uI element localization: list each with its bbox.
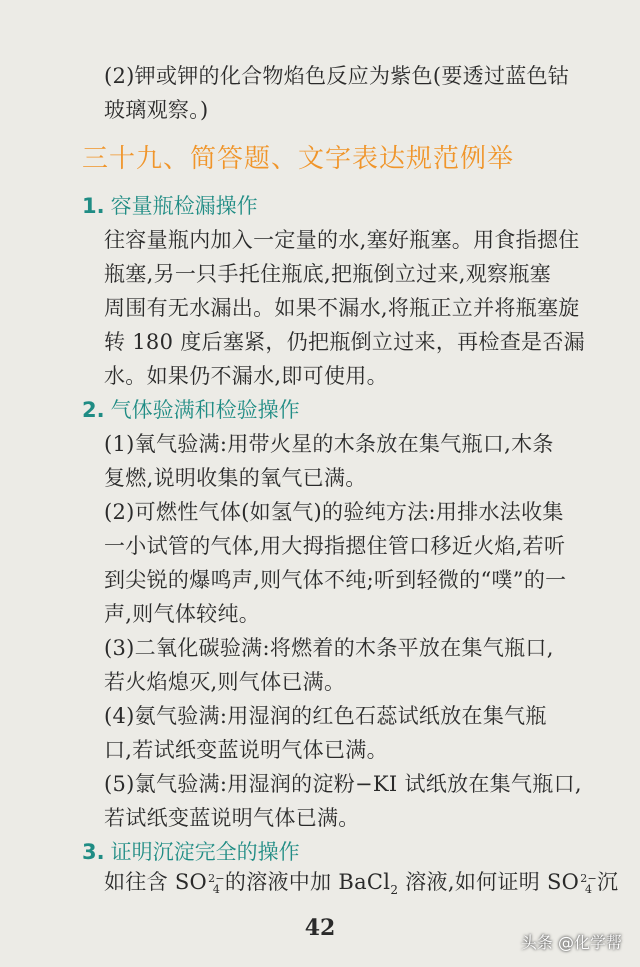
ion-charge <box>580 873 597 895</box>
text-line: 转 180 度后塞紧，仍把瓶倒立过来，再检查是否漏 <box>104 330 585 354</box>
text-line: 若试纸变蓝说明气体已满。 <box>104 806 360 830</box>
subsection-number: 2. <box>82 398 105 422</box>
charge-sup: 2− <box>208 871 225 885</box>
subscript: 2 <box>390 883 399 898</box>
subsection-title: 气体验满和检验操作 <box>110 398 300 422</box>
text-line: 声,则气体较纯。 <box>104 602 261 626</box>
count-sub: 4 <box>212 882 221 896</box>
text-segment: 的溶液中加 BaCl <box>224 870 391 894</box>
text-line: 周围有无水漏出。如果不漏水,将瓶正立并将瓶塞旋 <box>104 296 580 320</box>
text-segment: 溶液,如何证明 SO <box>398 870 580 894</box>
watermark: 头条 @化学帮 <box>520 933 622 952</box>
text-line: 水。如果仍不漏水,即可使用。 <box>104 364 388 388</box>
text-line: 玻璃观察。) <box>104 98 209 122</box>
subsection-heading-1 <box>82 192 258 220</box>
text-line: 瓶塞,另一只手托住瓶底,把瓶倒立过来,观察瓶塞 <box>104 262 551 286</box>
charge-sup: 2− <box>580 871 598 885</box>
text-line: 到尖锐的爆鸣声,则气体不纯;听到轻微的“噗”的一 <box>104 568 567 592</box>
text-line: (2)钾或钾的化合物焰色反应为紫色(要透过蓝色钴 <box>104 64 570 88</box>
text-line: (3)二氧化碳验满:将燃着的木条平放在集气瓶口, <box>104 636 554 660</box>
text-line: 口,若试纸变蓝说明气体已满。 <box>104 738 388 762</box>
section-title: 三十九、简答题、文字表达规范例举 <box>82 144 515 174</box>
subsection-number: 3. <box>82 840 105 864</box>
subsection-heading-3 <box>82 838 300 866</box>
text-line: (2)可燃性气体(如氢气)的验纯方法:用排水法收集 <box>104 500 564 524</box>
text-line-formula <box>104 868 619 898</box>
text-segment: 沉 <box>597 870 619 894</box>
subsection-heading-2 <box>82 396 300 424</box>
text-line: 往容量瓶内加入一定量的水,塞好瓶塞。用食指摁住 <box>104 228 580 252</box>
text-line: (5)氯气验满:用湿润的淀粉−KI 试纸放在集气瓶口, <box>104 772 582 796</box>
count-sub: 4 <box>584 882 593 896</box>
subsection-number: 1. <box>82 194 105 218</box>
text-line: (4)氨气验满:用湿润的红色石蕊试纸放在集气瓶 <box>104 704 547 728</box>
text-line: 一小试管的气体,用大拇指摁住管口移近火焰,若听 <box>104 534 566 558</box>
text-line: 复燃,说明收集的氧气已满。 <box>104 466 367 490</box>
text-line: 若火焰熄灭,则气体已满。 <box>104 670 346 694</box>
subsection-title: 证明沉淀完全的操作 <box>110 840 300 864</box>
text-line: (1)氧气验满:用带火星的木条放在集气瓶口,木条 <box>104 432 554 456</box>
text-segment: 如往含 SO <box>104 870 208 894</box>
ion-charge <box>208 873 225 895</box>
page-number: 42 <box>304 915 336 941</box>
subsection-title: 容量瓶检漏操作 <box>110 194 258 218</box>
